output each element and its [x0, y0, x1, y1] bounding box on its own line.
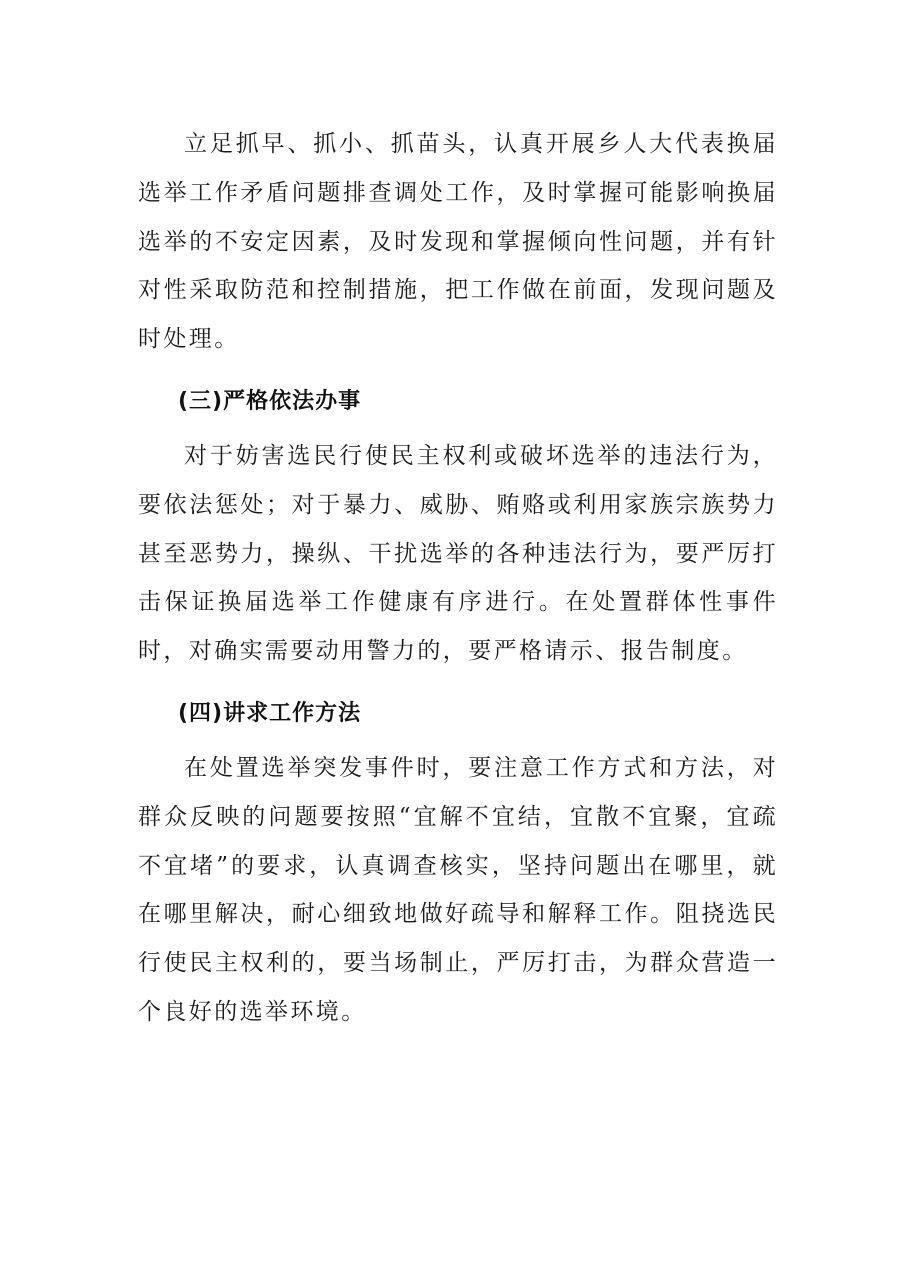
section-heading-3: (三)严格依法办事: [178, 388, 362, 414]
paragraph-early-detection: 立足抓早、抓小、抓苗头，认真开展乡人大代表换届选举工作矛盾问题排查调处工作，及时掌握可能影响换届选举的不安定因素，及时发现和掌握倾向性问题，并有针对性采取防范和控制措施，把工作做在前面，发现问题及时处理。: [138, 131, 778, 353]
paragraph-work-methods: 在处置选举突发事件时，要注意工作方式和方法，对群众反映的问题要按照“宜解不宜结，宜散不宜聚，宜疏不宜堵”的要求，认真调查核实，坚持问题出在哪里，就在哪里解决，耐心细致地做好疏导和解释工作。阻挠选民行使民主权利的，要当场制止，严厉打击，为群众营造一个良好的选举环境。: [138, 754, 778, 1025]
paragraph-lawful-handling: 对于妨害选民行使民主权利或破坏选举的违法行为，要依法惩处；对于暴力、威胁、贿赂或利用家族宗族势力甚至恶势力，操纵、干扰选举的各种违法行为，要严厉打击保证换届选举工作健康有序进行。在处置群体性事件时，对确实需要动用警力的，要严格请示、报告制度。: [138, 442, 778, 665]
document-body: [138, 120, 778, 1037]
section-heading-4: (四)讲求工作方法: [178, 700, 362, 726]
